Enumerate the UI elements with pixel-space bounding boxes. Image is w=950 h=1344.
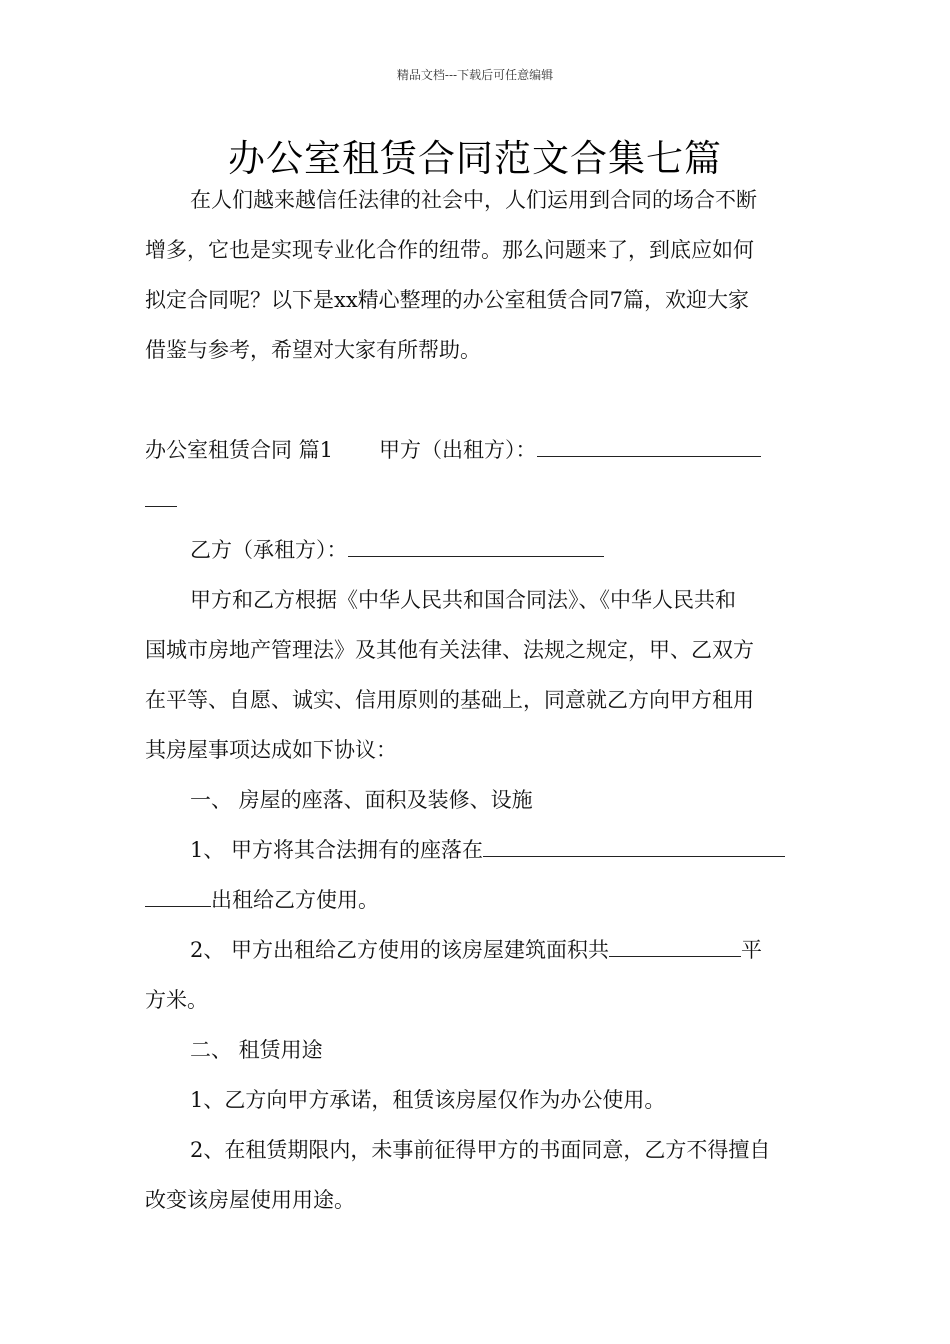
party-b-blank: [348, 536, 604, 557]
clause-2-item-1: 1、乙方向甲方承诺，租赁该房屋仅作为办公使用。: [190, 1088, 666, 1112]
location-blank: [483, 836, 785, 857]
party-a-blank-continued: [145, 486, 177, 507]
clause-1-item-1-row: [190, 835, 785, 865]
clause-1-item-2-text: 2、 甲方出租给乙方使用的该房屋建筑面积共: [190, 938, 610, 962]
clause-1-item-2-end: 方米。: [145, 988, 208, 1012]
intro-line-2: 增多，它也是实现专业化合作的纽带。那么问题来了，到底应如何: [145, 238, 754, 262]
clause-1-item-1-text: 1、 甲方将其合法拥有的座落在: [190, 838, 484, 862]
party-b-label: 乙方（承租方）：: [190, 538, 348, 562]
intro-line-1: 在人们越来越信任法律的社会中，人们运用到合同的场合不断: [190, 188, 757, 212]
clause-1-item-1-end: 出租给乙方使用。: [211, 888, 379, 912]
intro-line-3: 拟定合同呢？以下是xx精心整理的办公室租赁合同7篇，欢迎大家: [145, 288, 750, 312]
party-b-row: [190, 535, 604, 565]
location-blank-continued: [145, 886, 211, 907]
clause-2-item-2: 2、在租赁期限内，未事前征得甲方的书面同意，乙方不得擅自: [190, 1138, 771, 1162]
contract-heading: 办公室租赁合同 篇1: [145, 438, 334, 462]
clause-1-title: 一、 房屋的座落、面积及装修、设施: [190, 788, 533, 812]
document-title: 办公室租赁合同范文合集七篇: [228, 137, 722, 180]
clause-1-item-2-unit: 平: [741, 938, 763, 962]
area-blank: [609, 936, 741, 957]
clause-2-item-2-end: 改变该房屋使用用途。: [145, 1188, 355, 1212]
party-a-label: 甲方（出租方）：: [379, 438, 537, 462]
preamble-line-2: 国城市房地产管理法》及其他有关法律、法规之规定，甲、乙双方: [145, 638, 754, 662]
clause-1-item-2-row: [190, 935, 762, 965]
contract-heading-row: [145, 435, 761, 465]
preamble-line-3: 在平等、自愿、诚实、信用原则的基础上，同意就乙方向甲方租用: [145, 688, 754, 712]
page-header-note: 精品文档---下载后可任意编辑: [396, 68, 554, 82]
party-a-blank: [537, 436, 761, 457]
preamble-line-1: 甲方和乙方根据《中华人民共和国合同法》、《中华人民共和: [190, 588, 736, 612]
preamble-line-4: 其房屋事项达成如下协议：: [145, 738, 397, 762]
clause-1-item-1-cont-row: [145, 885, 379, 915]
party-a-blank-continued-row: [145, 485, 177, 515]
intro-line-4: 借鉴与参考，希望对大家有所帮助。: [145, 338, 481, 362]
clause-2-title: 二、 租赁用途: [190, 1038, 323, 1062]
